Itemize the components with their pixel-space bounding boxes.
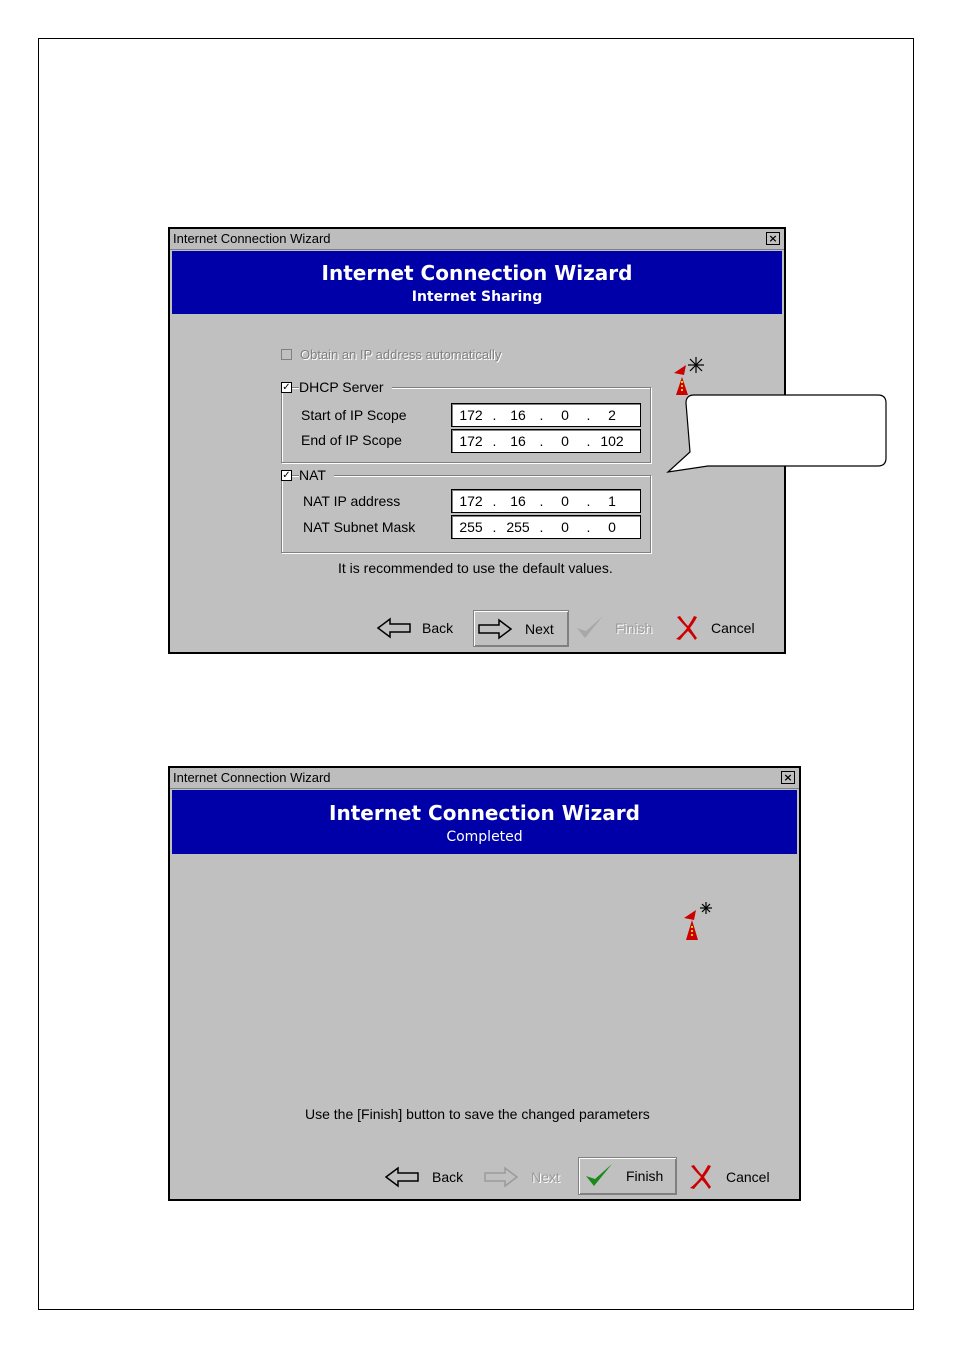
ip-octet: 255 (459, 519, 483, 535)
ip-octet: 0 (561, 519, 569, 535)
wizard-dialog-completed (168, 766, 801, 1201)
obtain-ip-checkbox[interactable] (281, 349, 292, 360)
cancel-label: Cancel (711, 620, 755, 636)
finish-button[interactable] (575, 611, 665, 645)
checkmark-icon (584, 1162, 614, 1190)
ip-octet: 16 (510, 407, 526, 423)
finish-label: Finish (615, 620, 653, 636)
window-title: Internet Connection Wizard (173, 231, 331, 246)
next-button[interactable] (483, 1160, 573, 1194)
ip-octet: 0 (561, 433, 569, 449)
banner-title: Internet Connection Wizard (321, 261, 633, 285)
back-label: Back (422, 620, 454, 636)
cross-icon (688, 1164, 712, 1190)
obtain-ip-label: Obtain an IP address automatically (300, 347, 502, 362)
nat-ip-label: NAT IP address (303, 493, 401, 509)
title-bar[interactable] (170, 768, 799, 789)
next-label: Next (531, 1169, 560, 1185)
nat-checkbox[interactable]: ✓ (282, 470, 291, 481)
ip-octet: 0 (561, 407, 569, 423)
cancel-button[interactable] (674, 611, 774, 645)
next-arrow-icon (483, 1165, 519, 1189)
finish-label: Finish (626, 1168, 664, 1184)
save-instruction-text: Use the [Finish] button to save the changed parameters (305, 1106, 650, 1122)
back-arrow-icon (376, 616, 412, 640)
nat-group (281, 475, 651, 553)
back-arrow-icon (384, 1165, 420, 1189)
finish-button[interactable] (578, 1157, 677, 1195)
dhcp-checkbox[interactable]: ✓ (282, 382, 291, 393)
ip-octet: 16 (510, 433, 526, 449)
cancel-button[interactable] (688, 1160, 788, 1194)
banner-title: Internet Connection Wizard (329, 801, 640, 825)
ip-octet: 2 (608, 407, 616, 423)
ip-octet: 102 (600, 433, 624, 449)
recommendation-text: It is recommended to use the default values. (338, 560, 613, 576)
ip-octet: 0 (561, 493, 569, 509)
ip-octet: 172 (459, 433, 483, 449)
banner-subtitle: Completed (446, 829, 523, 845)
title-bar[interactable] (170, 229, 784, 250)
next-arrow-icon (477, 617, 513, 641)
back-button[interactable] (376, 611, 466, 645)
cross-icon (674, 615, 698, 641)
nat-subnet-mask-label: NAT Subnet Mask (303, 519, 416, 535)
back-label: Back (432, 1169, 464, 1185)
next-label: Next (525, 620, 554, 637)
ip-octet: 255 (506, 519, 530, 535)
callout-bubble (660, 392, 892, 476)
checkmark-icon (575, 614, 605, 642)
end-ip-scope-input[interactable]: 172 . 16 . 0 . 102 (451, 429, 641, 453)
close-button[interactable]: × (766, 232, 780, 245)
ip-octet: 172 (459, 407, 483, 423)
wizard-banner (172, 251, 782, 314)
start-ip-scope-input[interactable]: 172 . 16 . 0 . 2 (451, 403, 641, 427)
nat-ip-input[interactable]: 172 . 16 . 0 . 1 (451, 489, 641, 513)
ip-octet: 16 (510, 493, 526, 509)
back-button[interactable] (384, 1160, 474, 1194)
nat-label: NAT (299, 467, 334, 483)
wizard-banner (172, 790, 797, 854)
end-ip-scope-label: End of IP Scope (301, 432, 402, 448)
nat-subnet-mask-input[interactable]: 255 . 255 . 0 . 0 (451, 515, 641, 539)
banner-subtitle: Internet Sharing (411, 289, 543, 305)
next-button[interactable] (473, 610, 569, 647)
ip-octet: 1 (608, 493, 616, 509)
mascot-icon (680, 900, 720, 944)
dhcp-label: DHCP Server (299, 379, 392, 395)
cancel-label: Cancel (726, 1169, 770, 1185)
start-ip-scope-label: Start of IP Scope (301, 407, 407, 423)
window-title: Internet Connection Wizard (173, 770, 331, 785)
ip-octet: 172 (459, 493, 483, 509)
close-button[interactable]: × (781, 771, 795, 784)
ip-octet: 0 (608, 519, 616, 535)
